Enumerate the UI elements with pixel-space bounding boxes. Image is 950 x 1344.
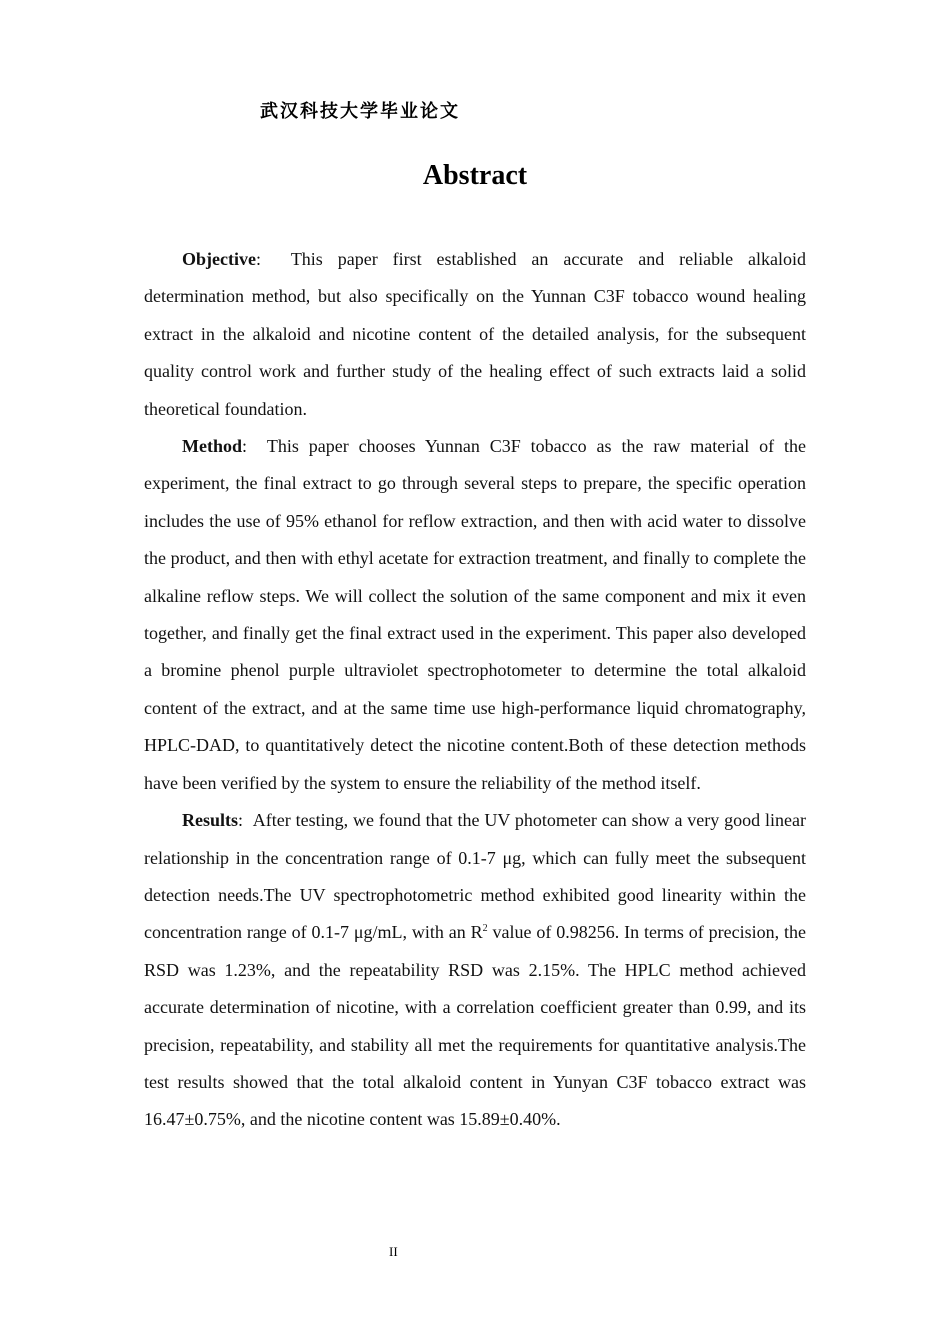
method-text: This paper chooses Yunnan C3F tobacco as the raw material of the experiment, the final extract to go through several steps to prepare, the specific operation includes the use of 95% ethanol for reflow extraction, and then with acid water to dissolve the product, and then with ethyl acetate for extraction treatment, and finally to complete the alkaline reflow steps. We will collect the solution of the same component and mix it even together, and finally get the final extract used in the experiment. This paper also developed a bromine phenol purple ultraviolet spectrophotometer to determine the total alkaloid content of the extract, and at the same time use high-performance liquid chromatography, HPLC-DAD, to quantitatively detect the nicotine content.Both of these detection methods have been verified by the system to ensure the reliability of the method itself. (144, 436, 806, 793)
objective-text: This paper first established an accurate and reliable alkaloid determination method, but also specifically on the Yunnan C3F tobacco wound healing extract in the alkaloid and nicotine content of the detailed analysis, for the subsequent quality control work and further study of the healing effect of such extracts laid a solid theoretical foundation. (144, 249, 806, 419)
thesis-header: 武汉科技大学毕业论文 (260, 101, 460, 122)
abstract-heading: Abstract (422, 160, 528, 191)
results-paragraph: Results: After testing, we found that the UV photometer can show a very good linear relationship in the concentration range of 0.1-7 μg, which can fully meet the subsequent detection needs.The UV spectrophotometric method exhibited good linearity within the concentration range of 0.1-7 μg/mL, with an $R^2$ value of 0.98256. In terms of precision, the RSD was 1.23%, and the repeatability RSD was 2.15%. The HPLC method achieved accurate determination of nicotine, with a correlation coefficient greater than 0.99, and its precision, repeatability, and stability all met the requirements for quantitative analysis.The test results showed that the total alkaloid content in Yunyan C3F tobacco extract was 16.47±0.75%, and the nicotine content was 15.89±0.40%. (144, 810, 807, 1130)
results-text-part2: value of 0.98256. In terms of precision, the RSD was 1.23%, and the repeatability RSD was 2.15%. The HPLC method achieved accurate determination of nicotine, with a correlation coefficient greater than 0.99, and its precision, repeatability, and stability all met the requirements for quantitative analysis.The test results showed that the total alkaloid content in Yunyan C3F tobacco extract was 16.47±0.75%, and the nicotine content was 15.89±0.40%. (144, 922, 807, 1130)
results-label: Results (182, 810, 239, 831)
r-squared-superscript: 2 (482, 923, 488, 935)
abstract-body (144, 241, 806, 1139)
method-label: Method (182, 436, 242, 457)
results-text-part1: After testing, we found that the UV photometer can show a very good linear relationship in the concentration range of 0.1-7 μg, which can fully meet the subsequent detection needs.The UV spectrophotometric method exhibited good linearity within the concentration range of 0.1-7 μg/mL, with an R (144, 810, 806, 943)
page-number: II (389, 1244, 398, 1259)
objective-label: Objective (182, 249, 256, 269)
method-paragraph: Method: This paper chooses Yunnan C3F tobacco as the raw material of the experiment, the final extract to go through several steps to prepare, the specific operation includes the use of 95% ethanol for reflow extraction, and then with acid water to dissolve the product, and then with ethyl acetate for extraction treatment, and finally to complete the alkaline reflow steps. We will collect the solution of the same component and mix it even together, and finally get the final extract used in the experiment. This paper also developed a bromine phenol purple ultraviolet spectrophotometer to determine the total alkaloid content of the extract, and at the same time use high-performance liquid chromatography, HPLC-DAD, to quantitatively detect the nicotine content.Both of these detection methods have been verified by the system to ensure the reliability of the method itself. (144, 436, 806, 793)
objective-paragraph: Objective: This paper first established an accurate and reliable alkaloid determination method, but also specifically on the Yunnan C3F tobacco wound healing extract in the alkaloid and nicotine content of the detailed analysis, for the subsequent quality control work and further study of the healing effect of such extracts laid a solid theoretical foundation. (144, 249, 806, 419)
